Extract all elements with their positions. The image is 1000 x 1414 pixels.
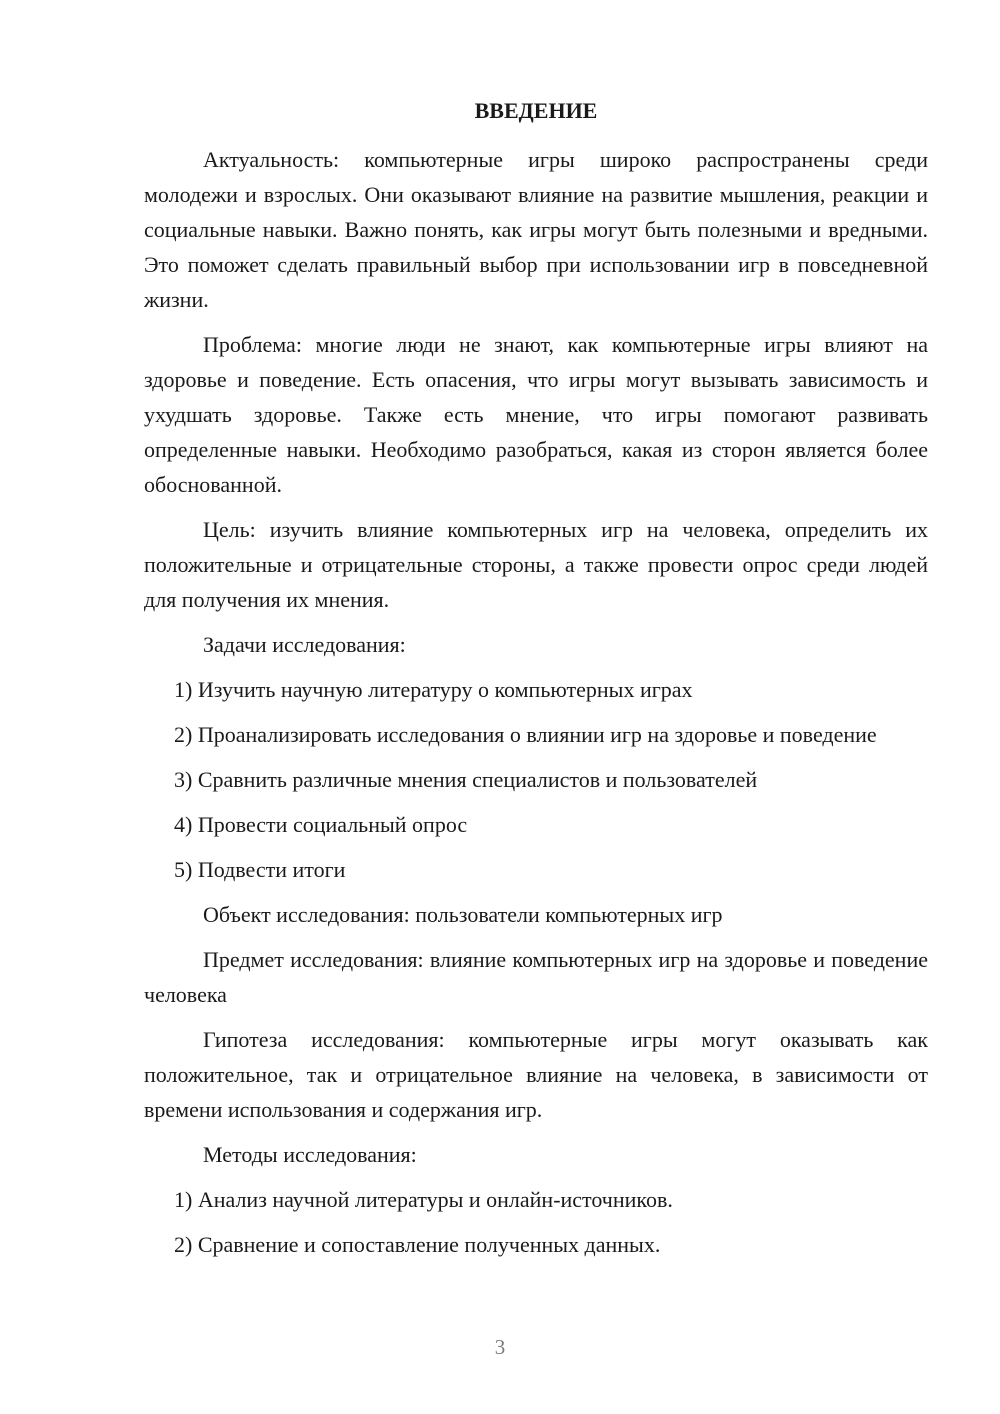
task-item-4: 4) Провести социальный опрос — [174, 812, 468, 837]
paragraph-subject: Предмет исследования: влияние компьютерных игр на здоровье и поведение человека — [144, 947, 928, 1007]
paragraph-relevance: Актуальность: компьютерные игры широко распространены среди молодежи и взрослых. Они оказывают влияние на развитие мышления, реакции и социальные навыки. Важно понять, как игры могут быть полезными и вредными. Это поможет сделать правильный выбор при использовании игр в повседневной жизни. — [144, 147, 928, 312]
paragraph-goal: Цель: изучить влияние компьютерных игр на человека, определить их положительные и отрицательные стороны, а также провести опрос среди людей для получения их мнения. — [144, 517, 928, 612]
page-number: 3 — [494, 1335, 506, 1359]
task-item-3: 3) Сравнить различные мнения специалистов и пользователей — [174, 767, 758, 792]
document-body — [144, 142, 928, 1272]
paragraph-methods-heading: Методы исследования: — [203, 1142, 417, 1167]
task-item-2: 2) Проанализировать исследования о влиянии игр на здоровье и поведение — [174, 722, 877, 747]
paragraph-object: Объект исследования: пользователи компьютерных игр — [203, 902, 723, 927]
method-item-2: 2) Сравнение и сопоставление полученных данных. — [174, 1232, 661, 1257]
method-item-1: 1) Анализ научной литературы и онлайн-источников. — [174, 1187, 673, 1212]
paragraph-problem: Проблема: многие люди не знают, как компьютерные игры влияют на здоровье и поведение. Есть опасения, что игры могут вызывать зависимость и ухудшать здоровье. Также есть мнение, что игры помогают развивать определенные навыки. Необходимо разобраться, какая из сторон является более обоснованной. — [144, 332, 928, 497]
task-item-5: 5) Подвести итоги — [174, 857, 346, 882]
task-item-1: 1) Изучить научную литературу о компьютерных играх — [174, 677, 693, 702]
paragraph-tasks-heading: Задачи исследования: — [203, 632, 406, 657]
page-title: ВВЕДЕНИЕ — [474, 98, 598, 123]
paragraph-hypothesis: Гипотеза исследования: компьютерные игры могут оказывать как положительное, так и отрицательное влияние на человека, в зависимости от времени использования и содержания игр. — [144, 1027, 928, 1122]
